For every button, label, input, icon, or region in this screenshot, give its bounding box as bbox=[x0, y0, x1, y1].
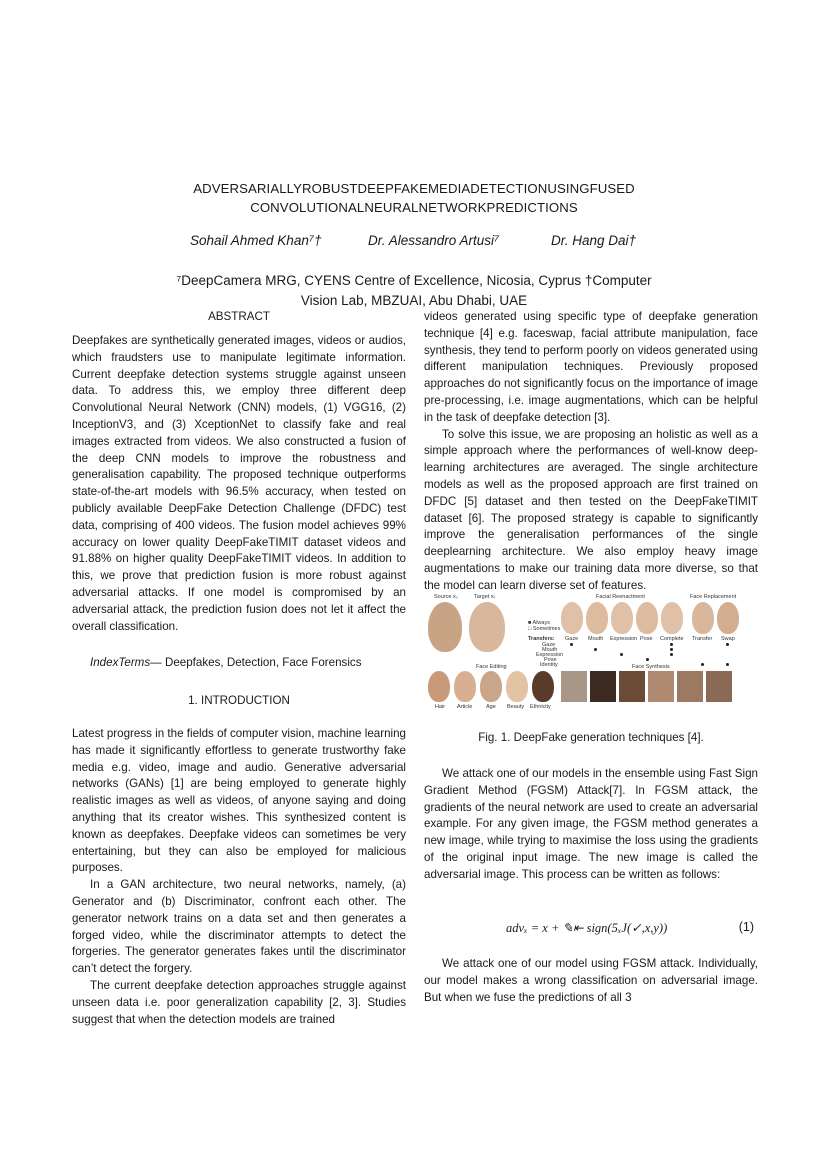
right-paragraph-2: To solve this issue, we are proposing an holistic as well as a simple approach where the performances of well-know deep-learning architectures are averaged. The single architecture models as well as the proposed approach are first trained on DFDC [5] dataset and then tested on the DeepFakeTIMIT dataset [6]. The proposed strategy is capable to significantly improve the generalisation performances of the single deeplearning architecture. We also employ heavy image augmentations to make our training data more diverse, so that the model can learn diverse set of features. bbox=[424, 427, 758, 592]
synth-face-1 bbox=[561, 671, 587, 702]
edit-face-hair bbox=[428, 671, 450, 702]
fig-edit-ethnicity: Ethnicity bbox=[530, 704, 551, 710]
fig-row-gaze: Gaze bbox=[542, 642, 556, 648]
matrix-dot bbox=[594, 648, 597, 651]
figure-caption: Fig. 1. DeepFake generation techniques [4]. bbox=[478, 731, 704, 744]
index-terms-label: IndexTerms bbox=[90, 656, 151, 669]
fig-col-gaze: Gaze bbox=[565, 636, 579, 642]
synth-face-6 bbox=[706, 671, 732, 702]
fig-editing-label: Face Editing bbox=[476, 664, 507, 670]
fig-transfers-label: Transfers: bbox=[528, 636, 555, 642]
matrix-dot bbox=[726, 643, 729, 646]
abstract-heading: ABSTRACT bbox=[208, 310, 270, 323]
replace-face-swap bbox=[717, 602, 739, 634]
intro-heading: 1. INTRODUCTION bbox=[188, 694, 290, 707]
fig-edit-article: Article bbox=[457, 704, 473, 710]
fig-edit-beauty: Beauty bbox=[507, 704, 525, 710]
fig-row-expression: Expression bbox=[536, 652, 564, 658]
matrix-dot bbox=[726, 663, 729, 666]
edit-face-age bbox=[480, 671, 502, 702]
fig-col-transfer: Transfer bbox=[692, 636, 713, 642]
matrix-dot bbox=[620, 653, 623, 656]
fig-edit-age: Age bbox=[486, 704, 496, 710]
index-terms-text: — Deepfakes, Detection, Face Forensics bbox=[150, 656, 362, 669]
index-terms bbox=[90, 656, 362, 669]
edit-face-ethnicity bbox=[532, 671, 554, 702]
edit-face-beauty bbox=[506, 671, 528, 702]
reenact-face-expression bbox=[611, 602, 633, 634]
matrix-dot bbox=[670, 653, 673, 656]
intro-body bbox=[72, 726, 406, 1028]
paper-title bbox=[100, 179, 728, 217]
right-column-middle bbox=[424, 766, 758, 884]
synth-face-5 bbox=[677, 671, 703, 702]
affiliation-line-1: ⁷DeepCamera MRG, CYENS Centre of Excellence, Nicosia, Cyprus †Computer bbox=[176, 273, 652, 288]
target-face-image bbox=[469, 602, 505, 652]
abstract-text: Deepfakes are synthetically generated images, videos or audios, which fraudsters use to manipulate legitimate information. Current deepfake detection systems struggle against unseen data. To address this, we employ three different deep Convolutional Neural Network (CNN) models, (1) VGG16, (2) InceptionV3, and (3) XceptionNet to classify fake and real images extracted from videos. We also constructed a fusion of the deep CNN models to improve the robustness and generalisation capability. The proposed technique outperforms state-of-the-art models with 96.5% accuracy, when tested on publicly available DeepFake Detection Challenge (DFDC) test data, comprising of 400 videos. The fusion model achieves 99% accuracy on lower quality DeepFakeTIMIT dataset videos and 91.88% on higher quality DeepFakeTIMIT videos. In addition to this, we prove that prediction fusion is more robust against adversarial attacks. If one model is compromised by an adversarial attack, the prediction fusion does not let it affect the overall classification. bbox=[72, 334, 406, 633]
fig-sometimes-legend: □ Sometimes bbox=[528, 626, 561, 632]
abstract-body bbox=[72, 333, 406, 635]
equation-expression: advₓ = x + ✎⇤ sign(5ₓJ(✓,x,y)) bbox=[506, 921, 668, 935]
fig-col-swap: Swap bbox=[721, 636, 735, 642]
fig-row-pose: Pose bbox=[544, 657, 557, 663]
right-paragraph-3: We attack one of our models in the ensemble using Fast Sign Gradient Method (FGSM) Attack[7]. In FGSM attack, the gradients of the neural network are used to create an adversarial example. For any given image, the FGSM method generates a new image, while trying to maximise the loss using the gradients of the original input image. The new image is called the adversarial image. This process can be written as follows: bbox=[424, 767, 758, 881]
reenact-face-mouth bbox=[586, 602, 608, 634]
fig-col-complete: Complete bbox=[660, 636, 684, 642]
edit-face-article bbox=[454, 671, 476, 702]
synth-face-3 bbox=[619, 671, 645, 702]
matrix-dot bbox=[646, 658, 649, 661]
source-face-image bbox=[428, 602, 462, 652]
fig-edit-hair: Hair bbox=[435, 704, 446, 710]
right-column-bottom bbox=[424, 956, 758, 1006]
figure-deepfake-techniques bbox=[424, 592, 758, 714]
matrix-dot bbox=[701, 663, 704, 666]
fig-row-identity: Identity bbox=[540, 662, 558, 668]
right-paragraph-4: We attack one of our model using FGSM attack. Individually, our model makes a wrong classification on adversarial image. But when we fuse the predictions of all 3 bbox=[424, 957, 758, 1004]
reenact-face-complete bbox=[661, 602, 683, 634]
fig-col-pose: Pose bbox=[640, 636, 653, 642]
title-line-1: ADVERSARIALLYROBUSTDEEPFAKEMEDIADETECTIONUSINGFUSED bbox=[193, 181, 635, 196]
affiliation-line-2: Vision Lab, MBZUAI, Abu Dhabi, UAE bbox=[300, 293, 528, 308]
intro-paragraph-1: Latest progress in the fields of computer vision, machine learning has made it significantly effortless to generate trustworthy fake media e.g. video, image and audio. Generative adversarial networks (GANs) [1] are being employed to generate highly realistic images as well as videos, of anyone saying and doing anything that its creator wishes. This synthesized content is known as deepfakes. Deepfake videos can sometimes be very entertaining, but they can also be employed for malicious purposes. bbox=[72, 727, 406, 875]
reenact-face-pose bbox=[636, 602, 658, 634]
intro-paragraph-2: In a GAN architecture, two neural networks, namely, (a) Generator and (b) Discriminator, confront each other. The generator network trains on a data set and then generates a forged video, while the discriminator attempts to detect the forgeries. The generator generates fakes until the discriminator can’t detect the forgery. bbox=[72, 878, 406, 976]
replace-face-transfer bbox=[692, 602, 714, 634]
fig-synthesis-label: Face Synthesis bbox=[632, 664, 670, 670]
affiliation bbox=[150, 271, 678, 311]
fig-source-label: Source xₛ bbox=[434, 594, 458, 600]
synth-face-2 bbox=[590, 671, 616, 702]
right-paragraph-1: videos generated using specific type of deepfake generation technique [4] e.g. faceswap, facial attribute manipulation, face synthesis, they tend to perform poorly on videos generated using different manipulation techniques. Previously proposed approaches do not significantly focus on the importance of image pre-processing, i.e. image augmentations, which can be helpful in the task of deepfake detection [3]. bbox=[424, 310, 758, 424]
equation-number: (1) bbox=[738, 920, 754, 934]
fig-col-expression: Expression bbox=[610, 636, 638, 642]
synth-face-4 bbox=[648, 671, 674, 702]
matrix-dot bbox=[670, 643, 673, 646]
fig-replace-label: Face Replacement bbox=[690, 594, 737, 600]
fig-target-label: Target xₜ bbox=[474, 594, 496, 600]
author-1: Sohail Ahmed Khan⁷† bbox=[190, 233, 322, 248]
fig-always-legend: ■ Always bbox=[528, 620, 550, 626]
author-3: Dr. Hang Dai† bbox=[551, 233, 637, 248]
matrix-dot bbox=[670, 648, 673, 651]
fig-row-mouth: Mouth bbox=[542, 647, 558, 653]
fig-reenact-label: Facial Reenactment bbox=[596, 594, 645, 600]
author-2: Dr. Alessandro Artusi⁷ bbox=[368, 233, 500, 248]
reenact-face-gaze bbox=[561, 602, 583, 634]
intro-paragraph-3: The current deepfake detection approaches struggle against unseen data i.e. poor generalization capability [2, 3]. Studies suggest that when the detection models are trained bbox=[72, 978, 406, 1026]
title-line-2: CONVOLUTIONALNEURALNETWORKPREDICTIONS bbox=[250, 200, 578, 215]
author-list bbox=[0, 233, 828, 253]
right-column-top bbox=[424, 309, 758, 595]
matrix-dot bbox=[570, 643, 573, 646]
fig-col-mouth: Mouth bbox=[588, 636, 604, 642]
